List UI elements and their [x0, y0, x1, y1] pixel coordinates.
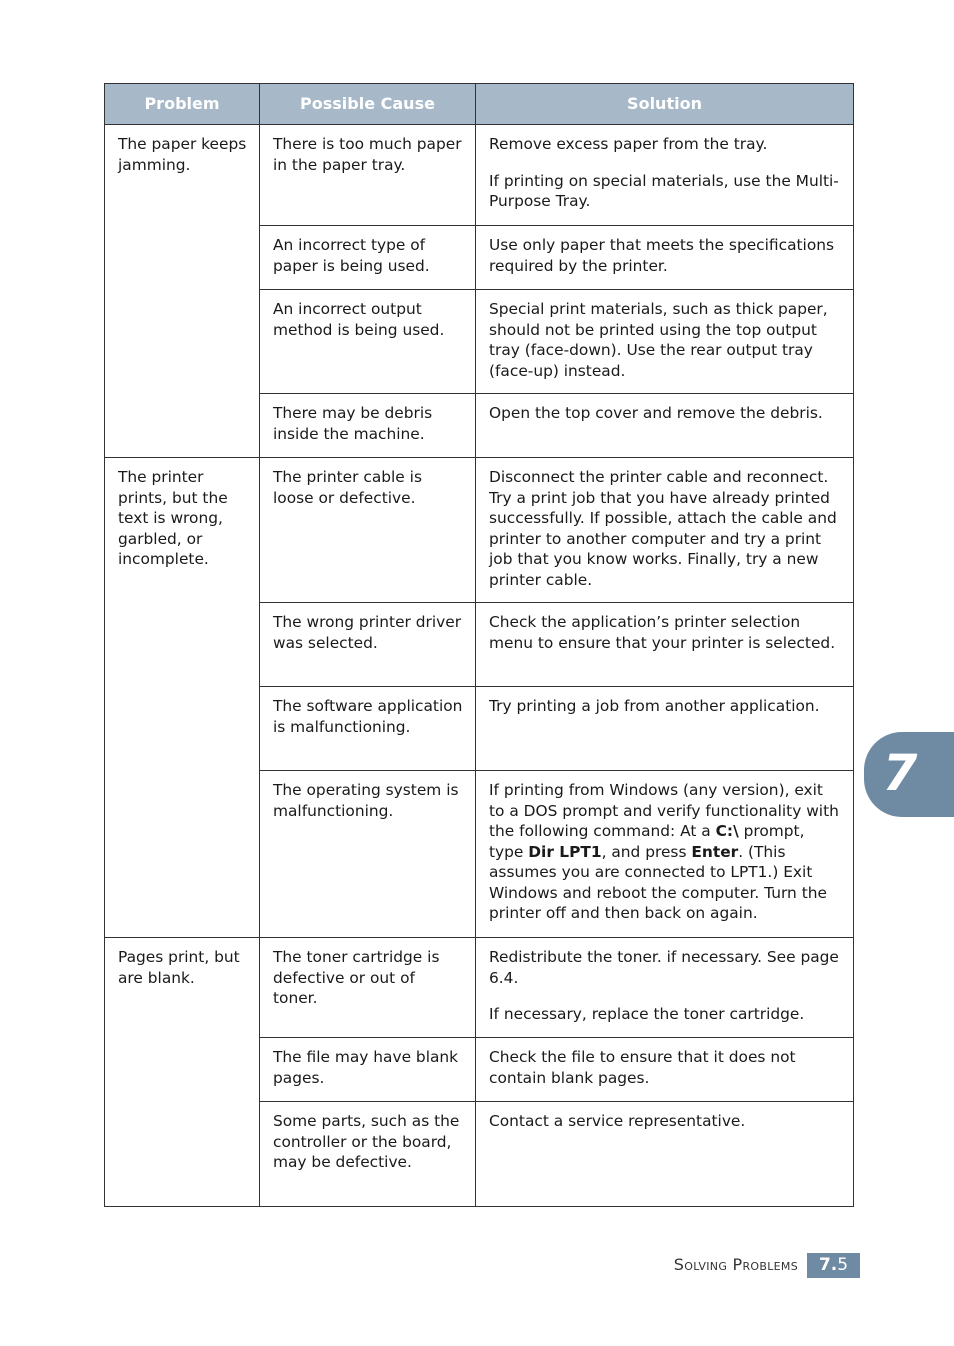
solution-paragraph: If necessary, replace the toner cartridge.	[489, 1005, 805, 1023]
solution-cell	[476, 125, 854, 226]
solution-text: prompt, type	[489, 822, 805, 861]
header-problem: Problem	[105, 84, 260, 125]
solution-paragraph: Remove excess paper from the tray.	[489, 135, 768, 153]
solution-cell	[476, 771, 854, 938]
problem-text: The printer prints, but the text is wrong, garbled, or incomplete.	[118, 468, 228, 568]
header-solution: Solution	[476, 84, 854, 125]
footer-section-title: Solving Problems	[673, 1255, 798, 1274]
solution-emphasis: Enter	[691, 842, 739, 861]
cause-text: An incorrect output method is being used.	[273, 300, 445, 339]
solution-emphasis: C:\	[715, 822, 739, 840]
problem-cell	[105, 125, 260, 458]
cause-text: The printer cable is loose or defective.	[273, 468, 422, 507]
cause-text: There is too much paper in the paper tray.	[273, 135, 462, 174]
chapter-tab	[864, 732, 954, 817]
solution-cell	[476, 603, 854, 687]
solution-paragraph: Open the top cover and remove the debris.	[489, 404, 823, 422]
solution-paragraph: Check the file to ensure that it does not contain blank pages.	[489, 1048, 796, 1087]
solution-text: , and press	[601, 842, 692, 861]
header-possible-cause: Possible Cause	[260, 84, 476, 125]
solution-paragraph: Special print materials, such as thick paper, should not be printed using the top output tray (face-down). Use the rear output tray (face-up) instead.	[489, 300, 828, 380]
solution-cell	[476, 226, 854, 290]
solution-cell	[476, 687, 854, 771]
solution-paragraph: If printing on special materials, use the Multi-Purpose Tray.	[489, 171, 839, 210]
solution-cell	[476, 394, 854, 458]
solution-paragraph: Check the application’s printer selection menu to ensure that your printer is selected.	[489, 613, 836, 652]
problem-cell	[105, 458, 260, 938]
cause-cell	[260, 458, 476, 603]
page-number: 5	[837, 1255, 849, 1275]
solution-paragraph: Contact a service representative.	[489, 1112, 746, 1130]
cause-text: The wrong printer driver was selected.	[273, 613, 462, 652]
cause-text: The operating system is malfunctioning.	[273, 781, 459, 820]
cause-text: The software application is malfunctioning.	[273, 697, 463, 736]
solution-paragraph: Disconnect the printer cable and reconnect. Try a print job that you have already printed successfully. If possible, attach the cable and printer to another computer and try a print job that you know works. Finally, try a new printer cable.	[489, 468, 837, 589]
cause-cell	[260, 938, 476, 1038]
solution-cell	[476, 290, 854, 394]
page-chapter: 7.	[818, 1255, 838, 1275]
chapter-number: 7	[882, 744, 918, 802]
cause-text: The toner cartridge is defective or out of toner.	[273, 948, 440, 1007]
problem-text: Pages print, but are blank.	[118, 948, 240, 987]
solution-cell	[476, 938, 854, 1038]
table-row	[105, 125, 854, 226]
cause-cell	[260, 1102, 476, 1207]
table-body	[105, 125, 854, 1207]
solution-text: If printing from Windows (any version), exit to a DOS prompt and verify functionality with the following command: At a	[489, 781, 839, 840]
cause-cell	[260, 1038, 476, 1102]
solution-cell	[476, 1102, 854, 1207]
solution-paragraph	[489, 780, 841, 924]
page-number-badge	[807, 1253, 860, 1278]
solution-cell	[476, 458, 854, 603]
cause-cell	[260, 687, 476, 771]
cause-cell	[260, 603, 476, 687]
table-row	[105, 938, 854, 1038]
solution-cell	[476, 1038, 854, 1102]
cause-cell	[260, 125, 476, 226]
solution-paragraph: Try printing a job from another application.	[489, 697, 820, 715]
cause-cell	[260, 226, 476, 290]
solution-paragraph: Use only paper that meets the specifications required by the printer.	[489, 236, 835, 275]
table-header	[105, 84, 854, 125]
cause-cell	[260, 771, 476, 938]
problem-text: The paper keeps jamming.	[118, 135, 247, 174]
solution-emphasis: Dir LPT1	[528, 842, 602, 861]
cause-cell	[260, 394, 476, 458]
table-row	[105, 458, 854, 603]
cause-text: The file may have blank pages.	[273, 1048, 459, 1087]
troubleshooting-table	[104, 83, 854, 1207]
problem-cell	[105, 938, 260, 1207]
cause-cell	[260, 290, 476, 394]
solution-text: . (This assumes you are connected to LPT1.) Exit Windows and reboot the computer. Turn the printer off and then back on again.	[489, 842, 827, 922]
cause-text: Some parts, such as the controller or the board, may be defective.	[273, 1112, 460, 1171]
cause-text: An incorrect type of paper is being used.	[273, 236, 430, 275]
cause-text: There may be debris inside the machine.	[273, 404, 433, 443]
solution-paragraph: Redistribute the toner. if necessary. See page 6.4.	[489, 948, 839, 987]
